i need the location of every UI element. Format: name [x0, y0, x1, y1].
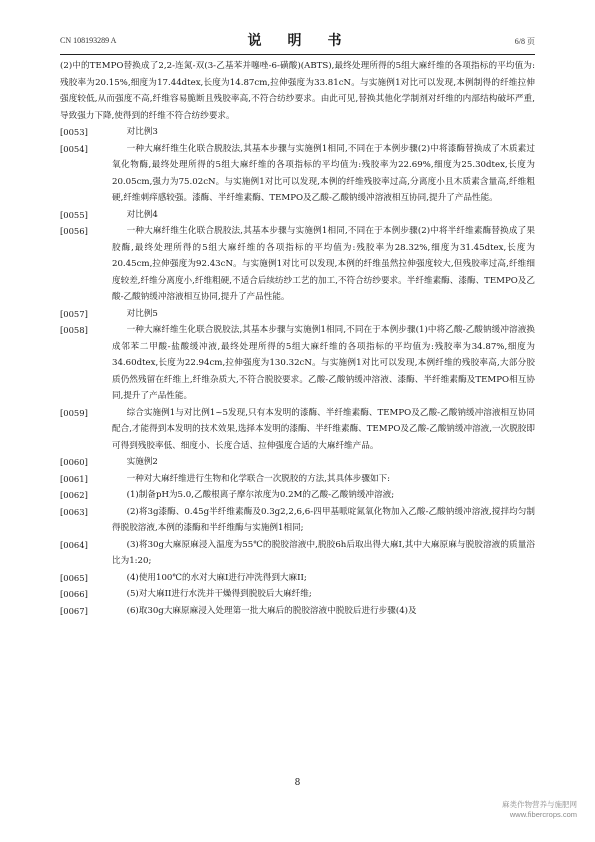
paragraph-text: 一种大麻纤维生化联合脱胶法,其基本步骤与实施例1相同,不同在于本例步骤(2)中将漆酶替换成了木质素过氧化物酶,最终处理所得的5组大麻纤维的各项指标的平均值为:残胶率为22.69%,细度为25.30dtex,长度为20.05cm,强力为75.02cN。与实施例1对比可以发现,本例的纤维残胶率过高,分离度小且木质素含量高,纤维粗硬,纤维刺痒感较强。漆酶、半纤维素酶、TEMPO及乙酸-乙酸钠缓冲溶液相互协同,提升了产品性能。 [112, 143, 535, 203]
paragraph [60, 504, 535, 537]
paragraph-text: 对比例3 [126, 127, 158, 137]
paragraph-number: [0054] [60, 143, 88, 154]
paragraph-text: 一种大麻纤维生化联合脱胶法,其基本步骤与实施例1相同,不同在于本例步骤(2)中将半纤维素酶替换成了果胶酶,最终处理所得的5组大麻纤维的各项指标的平均值为:残胶率为28.32%,细度为31.45dtex,长度为20.45cm,拉伸强度为92.43cN。与实施例1对比可以发现,本例的纤维虽然拉伸强度较大,但残胶率过高,纤维细度较差,纤维分离度小,纤维粗硬,不适合后续纺纱工艺的加工,不符合纺纱要求。半纤维素酶、漆酶、TEMPO及乙酸-乙酸钠缓冲溶液相互协同,提升了产品性能。 [112, 226, 535, 302]
paragraph-text: 对比例4 [126, 209, 158, 220]
paragraph [60, 141, 535, 207]
paragraph-text: (4)使用100℃的水对大麻I进行冲洗得到大麻II; [126, 572, 307, 583]
watermark-title: 麻类作物营养与施肥网 [502, 800, 577, 809]
paragraph-number: [0058] [60, 325, 88, 335]
paragraph-text: 对比例5 [126, 308, 158, 319]
paragraph-text: (2)将3g漆酶、0.45g半纤维素酶及0.3g2,2,6,6-四甲基哌啶氮氧化物加入乙酸-乙酸钠缓冲溶液,搅拌均匀制得脱胶溶液,本例的漆酶和半纤维酶与实施例1相同; [112, 506, 535, 533]
paragraph [60, 405, 535, 455]
paragraph [60, 603, 535, 620]
paragraph-number: [0062] [60, 490, 88, 500]
paragraph [60, 58, 535, 124]
watermark-url: www.fibercrops.com [509, 810, 577, 819]
header-divider [60, 54, 535, 55]
paragraph-number: [0056] [60, 226, 88, 236]
paragraph-text: (3)将30g大麻原麻浸入温度为55℃的脱胶溶液中,脱胶6h后取出得大麻I,其中大麻原麻与脱胶溶液的质量浴比为1:20; [112, 539, 535, 566]
paragraph-number: [0061] [60, 473, 88, 484]
paragraph-text: (5)对大麻II进行水洗并干燥得到脱胶后大麻纤维; [126, 589, 312, 599]
page-count: 6/8 页 [514, 37, 535, 46]
paragraph-text: (1)制备pH为5.0,乙酸根离子摩尔浓度为0.2M的乙酸-乙酸钠缓冲溶液; [126, 490, 395, 500]
paragraph-text: (6)取30g大麻原麻浸入处理第一批大麻后的脱胶溶液中脱胶后进行步骤(4)及 [126, 605, 417, 616]
paragraph-number: [0067] [60, 605, 88, 616]
paragraph [60, 454, 535, 471]
paragraph-number: [0065] [60, 572, 88, 583]
page-number: 8 [294, 778, 301, 788]
paragraph [60, 586, 535, 603]
paragraph-text: 一种对大麻纤维进行生物和化学联合一次脱胶的方法,其具体步骤如下: [126, 473, 391, 484]
patent-number: CN 108193289 A [60, 36, 117, 45]
paragraph-text: 综合实施例1与对比例1~5发现,只有本发明的漆酶、半纤维素酶、TEMPO及乙酸-乙酸钠缓冲溶液相互协同配合,才能得到本发明的技术效果,选择本发明的漆酶、半纤维素酶、TEMPO及乙酸-乙酸钠缓冲溶液,一次脱胶即可得到残胶率低、细度小、长度合适、拉伸强度合适的大麻纤维产品。 [112, 407, 535, 451]
paragraph-number: [0064] [60, 539, 88, 550]
paragraph-number: [0060] [60, 457, 88, 467]
paragraph-number: [0059] [60, 407, 88, 418]
paragraph [60, 487, 535, 504]
paragraph-text: 一种大麻纤维生化联合脱胶法,其基本步骤与实施例1相同,不同在于本例步骤(1)中将乙酸-乙酸钠缓冲溶液换成邻苯二甲酸-盐酸缓冲液,最终处理所得的5组大麻纤维的各项指标的平均值为:残胶率为34.87%,细度为34.60dtex,长度为22.94cm,拉伸强度为130.32cN。与实施例1对比可以发现,本例纤维的残胶率高,大部分胶质仍然残留在纤维上,纤维杂质大,不符合脱胶要求。乙酸-乙酸钠缓冲溶液、漆酶、半纤维素酶及TEMPO相互协同,提升了产品性能。 [112, 325, 535, 401]
paragraph-text: (2)中的TEMPO替换成了2,2-连氮-双(3-乙基苯并噻唑-6-磺酸)(ABTS),最终处理所得的5组大麻纤维的各项指标的平均值为:残胶率为20.15%,细度为17.44dtex,长度为14.87cm,拉伸强度为33.81cN。与实施例1对比可以发现,本例制得的纤维拉伸强度较低,从而强度不高,纤维容易脆断且残胶率高,不符合纺纱要求。由此可见,替换其他化学制剂对纤维的内部结构破坏严重,导致强力下降,使得到的纤维不符合纺纱要求。 [60, 61, 535, 121]
paragraph [60, 223, 535, 306]
paragraph [60, 537, 535, 570]
paragraph-number: [0057] [60, 308, 88, 319]
paragraph [60, 124, 535, 141]
paragraph-text: 实施例2 [126, 457, 158, 467]
paragraph-number: [0066] [60, 589, 88, 599]
page-header [60, 30, 535, 50]
paragraph [60, 322, 535, 405]
paragraph-number: [0055] [60, 209, 88, 220]
watermark [502, 800, 577, 820]
page-title: 说 明 书 [247, 33, 348, 49]
paragraph [60, 570, 535, 587]
paragraph [60, 306, 535, 323]
paragraph-number: [0063] [60, 506, 88, 517]
document-body [60, 58, 535, 619]
paragraph [60, 207, 535, 224]
paragraph [60, 471, 535, 488]
paragraph-number: [0053] [60, 127, 88, 137]
